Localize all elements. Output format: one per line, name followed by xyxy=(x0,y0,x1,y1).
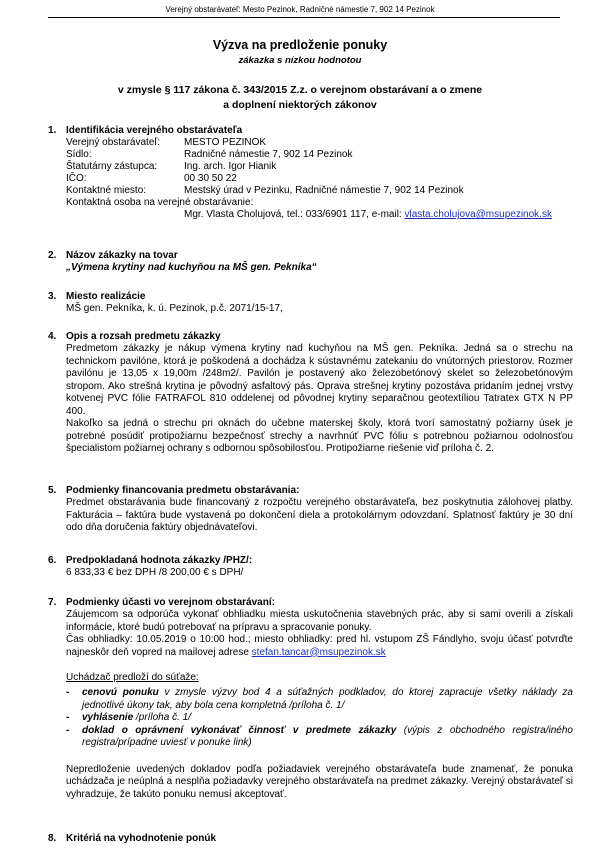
section-6 xyxy=(48,555,573,579)
section-5 xyxy=(48,485,573,535)
info-value: 00 30 50 22 xyxy=(184,173,237,184)
contact-email-link[interactable]: vlasta.cholujova@msupezinok.sk xyxy=(404,209,552,220)
contract-name: „Výmena krytiny nad kuchyňou na MŠ gen. Pekníka“ xyxy=(66,262,317,273)
item-emphasis: doklad o oprávnení vykonávať činnosť v predmete zákazky xyxy=(82,724,397,736)
submission-list-title: Uchádzač predloží do súťaže: xyxy=(66,672,199,683)
section-number: 5. xyxy=(48,485,57,496)
item-text: v zmysle výzvy bod 4 a súťažných podkladov, do ktorej zapracuje všetky náklady za jednotlivé úkony tak, aby bola cena kompletná /príloha č. 1/ xyxy=(82,687,573,711)
list-item xyxy=(66,687,573,712)
info-label: Verejný obstarávateľ: xyxy=(66,137,161,148)
section-heading: Názov zákazky na tovar xyxy=(66,250,178,261)
section-3 xyxy=(48,291,573,315)
document-subtitle: zákazka s nízkou hodnotou xyxy=(238,55,362,66)
list-item xyxy=(66,712,573,725)
estimated-value: 6 833,33 € bez DPH /8 200,00 € s DPH/ xyxy=(66,567,244,578)
info-value: Ing. arch. Igor Hianik xyxy=(184,161,277,172)
description-paragraph: Predmetom zákazky je nákup výmena krytiny nad kuchyňou na MŠ gen. Pekníka. Jedná sa o strechu na technickom pavilóne, ktorá je poškodená a dochádza k sústavnému zatekaniu do vnútorných priestorov. Rozmer pavilónu je 13,05 x 19,00m /248m2/. Pavilón je postavený ako železobetónový skelet so železobetónovým stropom. Ako strešná krytina je pôvodný asfaltový pás. Oprava strešnej krytiny pozostáva pridaním jednej vrstvy kotvenej PVC fólie FATRAFOL 810 oddelenej od pôvodnej krytiny separačnou geotextíliou Tatratex GTX N PP 400. xyxy=(66,343,573,417)
section-heading: Predpokladaná hodnota zákazky /PHZ/: xyxy=(66,555,253,566)
info-row xyxy=(66,137,573,149)
section-heading: Kritériá na vyhodnotenie ponúk xyxy=(66,833,217,844)
list-item xyxy=(66,725,573,750)
inspection-email-link[interactable]: stefan.tancar@msupezinok.sk xyxy=(251,646,386,658)
contact-text: Mgr. Vlasta Cholujová, tel.: 033/6901 117, e-mail: xyxy=(184,209,405,220)
section-number: 7. xyxy=(48,597,57,608)
participation-paragraph: Záujemcom sa odporúča vykonať obhliadku miesta uskutočnenia stavebných prác, aby si sami overili a získali informácie, ktoré budú potrebovať na prípravu a spracovanie ponuky. xyxy=(66,609,573,633)
info-label: Sídlo: xyxy=(66,149,92,160)
section-number: 2. xyxy=(48,250,57,261)
section-number: 3. xyxy=(48,291,57,302)
section-number: 6. xyxy=(48,555,57,566)
item-text: (výpis z obchodného registra/iného registra/prípadne uviesť v ponuke link) xyxy=(82,724,573,748)
law-line-1: v zmysle § 117 zákona č. 343/2015 Z.z. o verejnom obstarávaní a o zmene xyxy=(117,84,483,96)
item-emphasis: cenovú ponuku xyxy=(82,687,159,698)
info-value: Radničné námestie 7, 902 14 Pezinok xyxy=(184,149,353,160)
info-label: Štatutárny zástupca: xyxy=(66,161,158,172)
section-heading: Podmienky financovania predmetu obstarávania: xyxy=(66,485,300,496)
section-number: 4. xyxy=(48,331,57,342)
submission-list xyxy=(66,687,573,750)
info-row xyxy=(66,185,573,197)
info-value: MESTO PEZINOK xyxy=(184,137,267,148)
info-label: IČO: xyxy=(66,173,87,184)
location-text: MŠ gen. Pekníka, k. ú. Pezinok, p.č. 2071/15-17, xyxy=(66,303,283,314)
info-label: Kontaktné miesto: xyxy=(66,185,147,196)
item-text: /príloha č. 1/ xyxy=(133,712,191,723)
header-rule xyxy=(48,17,560,18)
info-value: Mestský úrad v Pezinku, Radničné námestie 7, 902 14 Pezinok xyxy=(184,185,464,196)
section-8 xyxy=(48,833,573,845)
section-1 xyxy=(48,125,573,221)
page-header: Verejný obstarávateľ: Mesto Pezinok, Radničné námestie 7, 902 14 Pezinok xyxy=(165,5,435,14)
section-4 xyxy=(48,331,573,456)
section-heading: Miesto realizácie xyxy=(66,291,146,302)
info-row xyxy=(66,149,573,161)
law-reference xyxy=(90,83,510,113)
section-number: 1. xyxy=(48,125,57,136)
info-row xyxy=(66,161,573,173)
section-number: 8. xyxy=(48,833,57,844)
section-heading: Identifikácia verejného obstarávateľa xyxy=(66,125,243,136)
contact-line xyxy=(184,209,573,221)
info-row xyxy=(66,173,573,185)
inspection-paragraph xyxy=(66,634,573,659)
section-2 xyxy=(48,250,573,274)
item-emphasis: vyhlásenie xyxy=(82,712,134,723)
section-heading: Podmienky účasti vo verejnom obstarávaní: xyxy=(66,597,275,608)
section-heading: Opis a rozsah predmetu zákazky xyxy=(66,331,221,342)
document-title: Výzva na predloženie ponuky xyxy=(212,38,388,52)
law-line-2: a doplnení niektorých zákonov xyxy=(223,99,377,111)
section-7 xyxy=(48,597,573,801)
rejection-paragraph: Nepredloženie uvedených dokladov podľa požiadaviek verejného obstarávateľa bude znamenať, že ponuka uchádzača je neúplná a nesplňa požiadavky verejného obstarávateľa na predmet zákazky. Verejný obstarávateľ si vyhradzuje, že takúto ponuku nemusí akceptovať. xyxy=(66,763,573,800)
description-paragraph: Nakoľko sa jedná o strechu pri oknách do učebne materskej školy, ktorá tvorí samostatný požiarny úsek je potrebné posúdiť protipožiarnu bezpečnosť strechy a navrhnúť PVC fóliu s potrebnou požiarnou odolnosťou špecialistom požiarnej ochrany s odbornou spôsobilosťou. Protipožiarne riešenie viď príloha č. 2. xyxy=(66,418,573,454)
financing-text: Predmet obstarávania bude financovaný z rozpočtu verejného obstarávateľa, bez poskytnutia zálohovej platby. Fakturácia – faktúra bude vystavená po dokončení diela a protokolárnym odovzdaní. Splatnosť faktúry je 30 dní odo dňa doručenia faktúry objednávateľovi. xyxy=(66,497,573,533)
inspection-text: Čas obhliadky: 10.05.2019 o 10:00 hod.; miesto obhliadky: pred hl. vstupom ZŠ Fándlyho, svoju účasť potvrďte najneskôr deň vopred na mailovej adrese xyxy=(66,634,573,658)
contact-label: Kontaktná osoba na verejné obstarávanie: xyxy=(66,197,254,208)
